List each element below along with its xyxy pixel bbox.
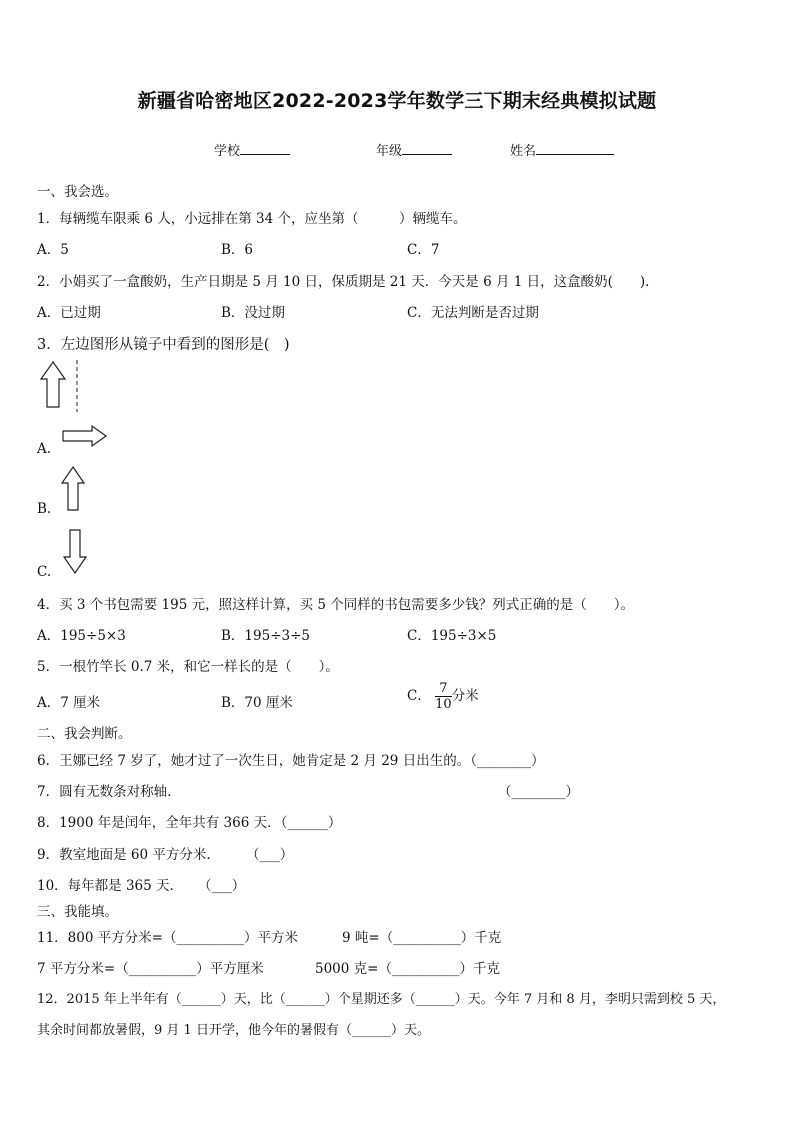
q10-answer-blank[interactable]: （___） [198, 878, 246, 894]
question-4: 4．买 3 个书包需要 195 元，照这样计算，买 5 个同样的书包需要多少钱？列式正确的是（ ）。 [37, 597, 635, 613]
q1-option-b[interactable]: B．6 [221, 242, 254, 258]
question-8: 8．1900 年是闰年，全年共有 366 天．（______） [37, 815, 342, 831]
question-6: 6．王娜已经 7 岁了，她才过了一次生日，她肯定是 2 月 29 日出生的。（________） [37, 753, 545, 769]
q5-option-c-prefix: C． [407, 688, 431, 704]
section-2-heading: 二、我会判断。 [37, 726, 132, 742]
q3-option-a[interactable]: A. [37, 441, 52, 457]
grade-label: 年级 [376, 144, 403, 159]
q5-option-a[interactable]: A．7 厘米 [37, 695, 101, 711]
down-arrow-icon[interactable] [62, 529, 90, 575]
page-title: 新疆省哈密地区2022-2023学年数学三下期末经典模拟试题 [137, 90, 657, 112]
name-field[interactable] [510, 140, 614, 159]
q2-option-a[interactable]: A．已过期 [37, 305, 101, 321]
question-5: 5．一根竹竿长 0.7 米，和它一样长的是（ ）。 [37, 659, 339, 675]
school-label: 学校 [214, 144, 241, 159]
grade-blank[interactable] [402, 142, 452, 155]
fraction-denominator: 10 [435, 697, 452, 712]
q5-option-c-unit: 分米 [451, 688, 479, 704]
q5-option-c[interactable] [407, 681, 479, 712]
school-blank[interactable] [240, 142, 290, 155]
section-3-heading: 三、我能填。 [37, 904, 118, 920]
question-11a: 11．800 平方分米=（__________）平方米 [37, 930, 299, 946]
fraction-numerator: 7 [435, 681, 452, 697]
q4-option-a[interactable]: A．195÷5×3 [37, 628, 126, 644]
question-10: 10．每年都是 365 天. [37, 878, 174, 894]
question-9: 9．教室地面是 60 平方分米. [37, 847, 211, 863]
up-arrow-figure-icon [40, 360, 90, 416]
question-12-line1: 12．2015 年上半年有（______）天，比（______）个星期还多（______）天。今年 7 月和 8 月，李明只需到校 5 天， [37, 992, 726, 1007]
question-11b: 9 吨=（__________）千克 [342, 930, 502, 946]
fraction [435, 681, 452, 712]
q4-option-b[interactable]: B．195÷3÷5 [221, 628, 310, 644]
q9-answer-blank[interactable]: （___） [246, 847, 294, 863]
name-label: 姓名 [510, 144, 537, 159]
q3-option-c[interactable]: C. [37, 564, 52, 580]
section-1-heading: 一、我会选。 [37, 184, 118, 200]
q1-option-a[interactable]: A．5 [37, 242, 69, 258]
right-arrow-icon[interactable] [62, 425, 108, 449]
question-3: 3．左边图形从镜子中看到的图形是( ) [37, 337, 290, 353]
q2-option-c[interactable]: C．无法判断是否过期 [407, 305, 539, 321]
question-11d: 5000 克=（__________）千克 [315, 961, 500, 977]
question-7: 7．圆有无数条对称轴. [37, 784, 172, 800]
q1-option-c[interactable]: C．7 [407, 242, 440, 258]
q7-answer-blank[interactable]: （________） [498, 784, 579, 800]
name-blank[interactable] [536, 142, 614, 155]
q5-option-b[interactable]: B．70 厘米 [221, 695, 293, 711]
q3-option-b[interactable]: B. [37, 501, 52, 517]
up-arrow-icon[interactable] [60, 466, 88, 512]
question-11c: 7 平方分米=（__________）平方厘米 [37, 961, 264, 977]
q2-option-b[interactable]: B．没过期 [221, 305, 285, 321]
question-1: 1．每辆缆车限乘 6 人，小远排在第 34 个，应坐第（ ）辆缆车。 [37, 211, 467, 227]
question-12-line2: 其余时间都放暑假，9 月 1 日开学，他今年的暑假有（______）天。 [37, 1023, 430, 1038]
school-field[interactable] [214, 140, 290, 159]
q4-option-c[interactable]: C．195÷3×5 [407, 628, 497, 644]
question-2: 2．小娟买了一盒酸奶，生产日期是 5 月 10 日，保质期是 21 天．今天是 6 月 1 日，这盒酸奶( ). [37, 274, 650, 290]
grade-field[interactable] [376, 140, 452, 159]
